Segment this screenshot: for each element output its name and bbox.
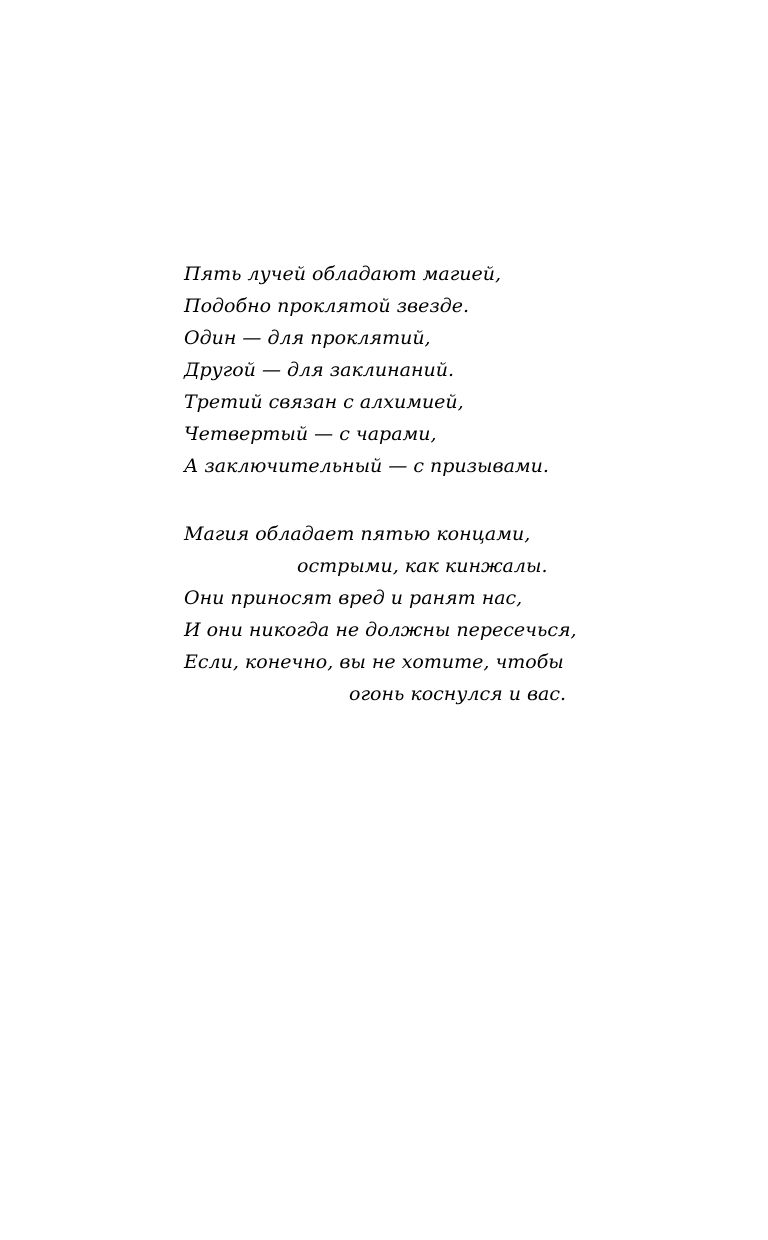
stanza1-line-7: А заключительный — с призывами. — [184, 455, 549, 477]
stanza1-line-1: Пять лучей обладают магией, — [184, 263, 502, 285]
stanza1-line-3: Один — для проклятий, — [184, 327, 431, 349]
stanza2-line-1: Магия обладает пятью концами, — [184, 523, 531, 545]
stanza2-line-6: огонь коснулся и вас. — [349, 683, 567, 705]
stanza2-line-5: Если, конечно, вы не хотите, чтобы — [184, 651, 564, 673]
stanza1-line-2: Подобно проклятой звезде. — [184, 295, 470, 317]
stanza1-line-6: Четвертый — с чарами, — [184, 423, 437, 445]
stanza1-line-4: Другой — для заклинаний. — [184, 359, 454, 381]
stanza2-line-3: Они приносят вред и ранят нас, — [184, 587, 523, 609]
stanza1-line-5: Третий связан с алхимией, — [184, 391, 464, 413]
stanza2-line-4: И они никогда не должны пересечься, — [184, 619, 577, 641]
stanza2-line-2: острыми, как кинжалы. — [297, 555, 548, 577]
